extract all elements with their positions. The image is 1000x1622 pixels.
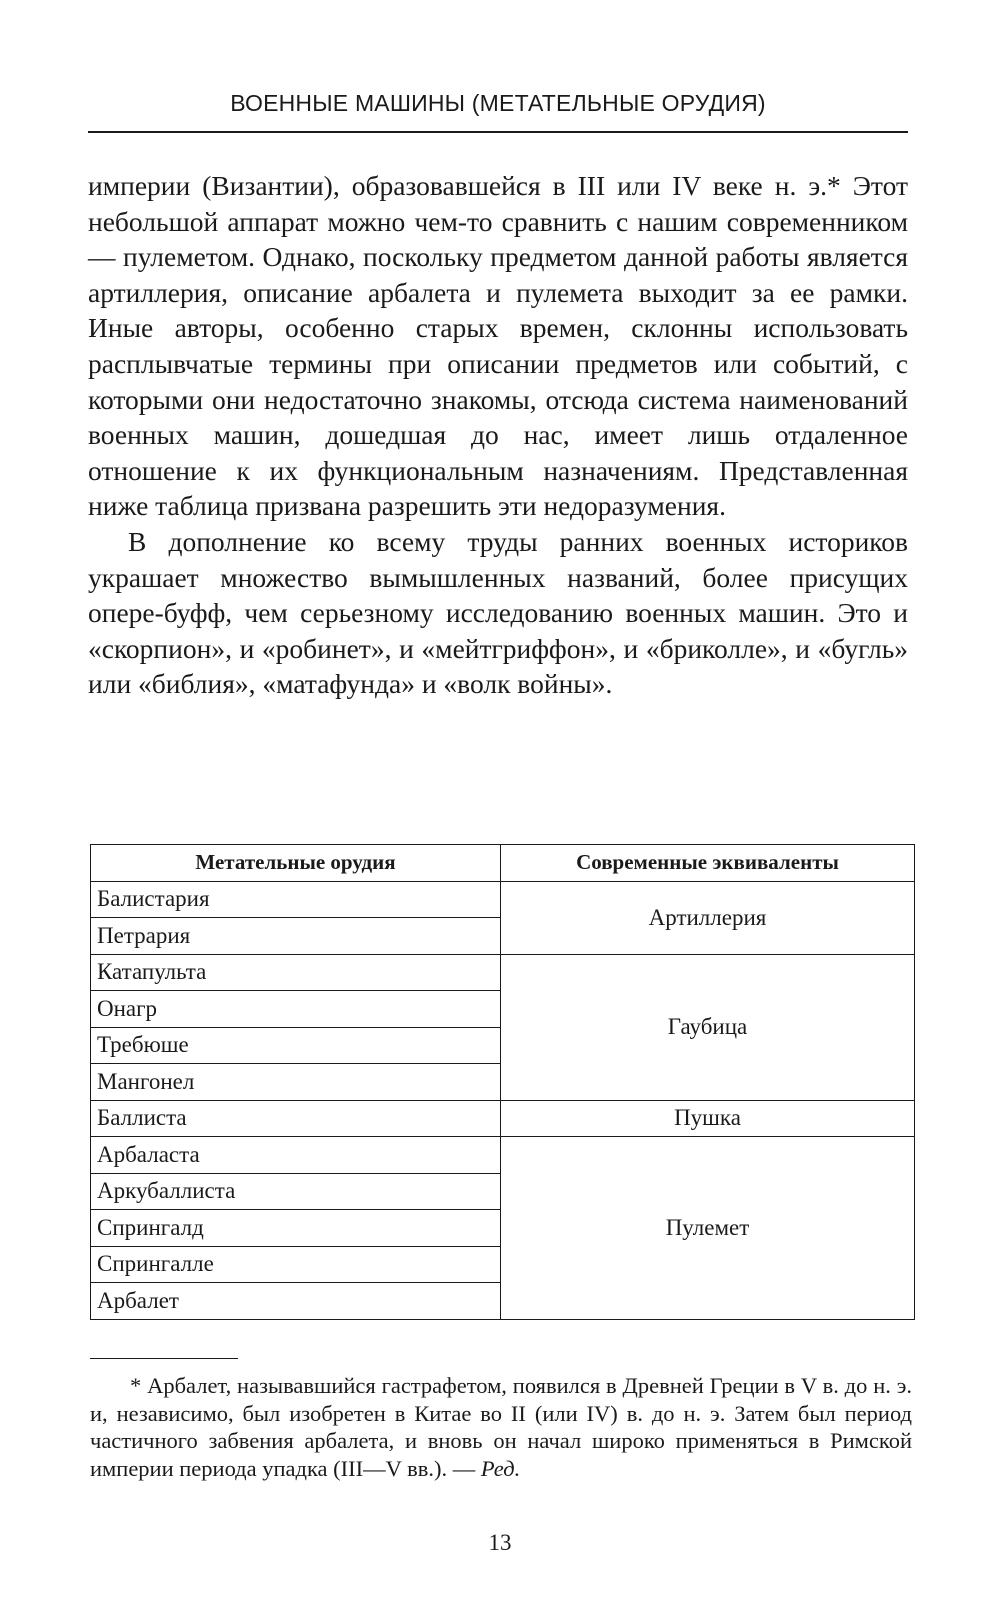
table-body <box>91 881 915 1319</box>
body-text <box>88 168 908 702</box>
paragraph-1: империи (Византии), образовавшейся в III или IV веке н. э.* Этот небольшой аппарат можно чем-то сравнить с нашим современником — пулеметом. Однако, поскольку предметом данной работы является артиллерия, описание арбалета и пулемета выходит за ее рамки. Иные авторы, особенно старых времен, склонны использовать расплывчатые термины при описании предметов или событий, с которыми они недостаточно знакомы, отсюда система наименований военных машин, дошедшая до нас, имеет лишь отдаленное отношение к их функциональным назначениям. Представленная ниже таблица призвана разрешить эти недоразумения. <box>88 170 908 522</box>
table-row <box>91 1137 915 1174</box>
equivalent-cell: Гаубица <box>501 954 915 1100</box>
equivalents-table <box>90 844 915 1320</box>
equivalent-cell: Пушка <box>501 1100 915 1137</box>
equivalent-cell: Артиллерия <box>501 881 915 954</box>
header-rule <box>88 131 908 133</box>
machine-cell: Баллиста <box>91 1100 501 1137</box>
footnote <box>90 1372 912 1482</box>
table-header-row <box>91 845 915 882</box>
running-head: ВОЕННЫЕ МАШИНЫ (МЕТАТЕЛЬНЫЕ ОРУДИЯ) <box>230 90 766 116</box>
machine-cell: Онагр <box>91 991 501 1028</box>
footnote-text: * Арбалет, называвшийся гастрафетом, появился в Древней Греции в V в. до н. э. и, независимо, был изобретен в Китае во II (или IV) в. до н. э. Затем был период частичного забвения арбалета, и вновь он начал широко применяться в Римской империи периода упадка (III—V вв.). — <box>90 1373 912 1481</box>
machine-cell: Спрингалле <box>91 1246 501 1283</box>
machine-cell: Спрингалд <box>91 1210 501 1247</box>
machine-cell: Мангонел <box>91 1064 501 1101</box>
table-row <box>91 954 915 991</box>
paragraph-2: В дополнение ко всему труды ранних военных историков украшает множество вымышленных названий, более присущих опере-буфф, чем серьезному исследованию военных машин. Это и «скорпион», и «робинет», и «мейтгриффон», и «бриколле», и «бугль» или «библия», «матафунда» и «волк войны». <box>88 525 908 700</box>
machine-cell: Балистария <box>91 881 501 918</box>
equivalent-cell: Пулемет <box>501 1137 915 1320</box>
header-equivalents: Современные эквиваленты <box>501 845 915 882</box>
machine-cell: Аркубаллиста <box>91 1173 501 1210</box>
table-row <box>91 1100 915 1137</box>
machine-cell: Петрария <box>91 918 501 955</box>
machine-cell: Арбалет <box>91 1283 501 1320</box>
footnote-editor-mark: Ред. <box>480 1455 521 1481</box>
machine-cell: Требюше <box>91 1027 501 1064</box>
equivalents-table-wrap <box>90 844 914 1320</box>
header-machines: Метательные орудия <box>91 845 501 882</box>
machine-cell: Катапульта <box>91 954 501 991</box>
table-row <box>91 881 915 918</box>
footnote-rule <box>90 1358 238 1359</box>
page-number: 13 <box>488 1530 512 1555</box>
machine-cell: Арбаласта <box>91 1137 501 1174</box>
